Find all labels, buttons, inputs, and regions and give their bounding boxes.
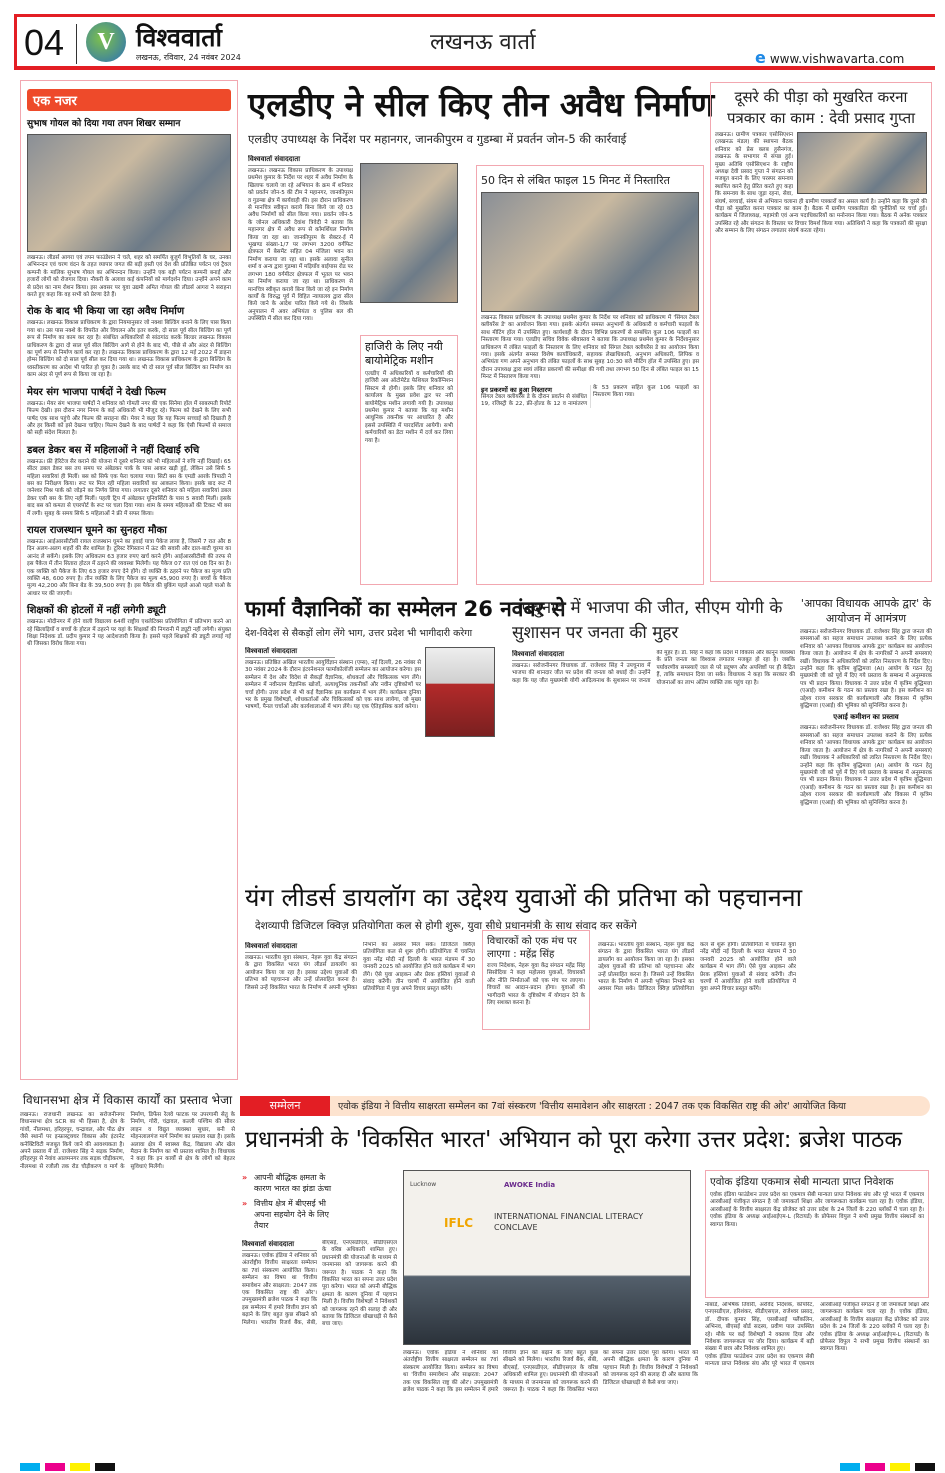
sebi-box (705, 1170, 929, 1298)
meeting-photo (481, 192, 699, 312)
conclave-text: एवोक इंडिया फाउंडेशन उत्तर प्रदेश का एकमात्र सेबी मान्यता प्राप्त निवेशक संघ और पूरे भारत में एकमात्र आरबीआई पंजीकृत संगठन है जो जमाकर्ता शिक्षा और जागरूकता कार्यक्रम चला रहा है। एवोक इंडिया, आरबीआई के वित्तीय साक्षरता केंद्र प्रोजेक्ट को उत्तर प्रदेश के 24 जिलों के 220 ब्लॉकों में चला रहा है। एवोक इंडिया के अध्यक्ष आईआईएम-L (रिटायर्ड) के प्रोफेसर विपुल ने सभी प्रमुख वित्तीय संस्थानों का स्वागत किया। (705, 1302, 929, 1368)
award-photo (27, 134, 231, 252)
pharma-subheadline: देश-विदेश से सैकड़ों लोग लेंगे भाग, उत्तर प्रदेश भी भागीदारी करेगा (245, 628, 473, 639)
sealed-building-photo (360, 163, 458, 303)
youth-headline: यंग लीडर्स डायलॉग का उद्देश्य युवाओं की प्रतिभा को पहचानना (245, 883, 803, 912)
story-text: लखनऊ। लीडर्स आगरा एवं तपन फाउंडेशन ने चले, शहर को समर्पित बुजुर्ग विभूतियों के घर, उनका अभिनन्दन एवं चरण वंदन के तहत व्यापार जगत की बड़ी हस्ती एवं देश की प्रतिष्ठित पर्यटन एवं ट्रैवल कम्पनी के मालिक सुभाष गोयल का अभिनन्दन किया। उन्होंने एक बड़ी पर्यटन कम्पनी बनाई और हजारों लोगों को रोजगार दिया। नौकरी के अलावा कई कंपनियों को मार्गदर्शन दिया। उन्होंने अपने काम से प्रदेश का नाम रोशन किया। इस अवसर पर युवा उद्यमी अमित गोयल की लीडर्स आगरा ने सराहना करते हुए कहा कि वह सभी को प्रेरणा देते हैं। (27, 255, 231, 299)
conclave-headline: प्रधानमंत्री के 'विकसित भारत' अभियान को पूरा करेगा उत्तर प्रदेश: ब्रजेश पाठक (245, 1127, 903, 1153)
browser-icon: e (755, 48, 766, 67)
story-headline: मेयर संग भाजपा पार्षदों ने देखी फिल्म (27, 386, 167, 398)
brand-name: विश्ववार्ता (136, 23, 223, 52)
box-text: राज्य निदेशक, नेहरू युवा केंद्र संगठन महेंद्र सिंह सिसोदिया ने कहा महोत्सव युवाओं, विचारकों और नीति निर्माताओं को एक मंच पर लाएगा। विचारों का आदान-प्रदान होगा। युवाओं की भागीदारी भारत के दृष्टिकोण में योगदान देने के लिए सशक्त करना है। (487, 963, 585, 1007)
kicker-bar (240, 1096, 930, 1116)
story-text: लखनऊ। फ्री हेरिटेज सैर कराने की योजना में दूसरे शनिवार को भी महिलाओं ने रुचि नहीं दिखाई। 65 सीटर डबल डेकर बस तय समय पर अंबेडकर पार्क के पास आकर खड़ी हुई, लेकिन उसे सिर्फ 5 महिला सवारियां ही मिलीं। बस को सिर्फ एक फेरा चलाया गया। सिटी बस के एमडी आरके त्रिपाठी ने बस का निरीक्षण किया। रूट पर मिल रही महिला सवारियों का आकलन किया। इसके बाद रूट में जनेश्वर मिश्र पार्क को जोड़ने का निर्णय लिया गया। लगातार दूसरे शनिवार को महिला सवारियां डबल डेकर एसी बस के लिए नहीं मिलीं। पहली ट्रिप में अंबेडकर यूनिवर्सिटी के पास 5 सवारी मिलीं। इसके बाद बस को कमता से एयरपोर्ट के रूट पर चला दिया गया। शाम के समय महिलाओं की टिकट भी बस में लगी। सुबह के समय सिर्फ 5 महिलाओं ने फ्री में सफर किया। (27, 458, 231, 517)
box-headline: हाजिरी के लिए नयी बायोमेट्रिक मशीन (365, 340, 443, 367)
lead-text: लखनऊ। लखनऊ विकास प्राधिकरण के उपाध्यक्ष प्रथमेश कुमार के निर्देश पर शहर में अवैध निर्माण के खिलाफ चलाये जा रहे अभियान के क्रम में शनिवार को प्रवर्तन जोन-5 की टीम ने महानगर, जानकीपुरम व गुडम्बा क्षेत्र में कार्यवाही की। इस दौरान प्राधिकरण से मानचित्र स्वीकृत कराये बिना किये जा रहे 03 अवैध निर्माणों को सील किया गया। प्रवर्तन जोन-5 के जोनल अधिकारी देवांश त्रिवेदी ने बताया कि महानगर क्षेत्र में अवैध रूप से कॉमर्शियल निर्माण किया जा रहा था। जानकीपुरम के सेक्टर-ई में भूखण्ड संख्या-1/7 पर लगभग 3200 वर्गफिट क्षेत्रफल में बेसमेंट सहित 04 मंजिला भवन का निर्माण कराया जा रहा था। इसके अलावा सुनील शर्मा व अन्य द्वारा गुडम्बा में मड़ियाँव बाईपास रोड पर लगभग 180 वर्गमीटर क्षेत्रफल में भूतल पर भवन का निर्माण कराया जा रहा था। प्राधिकरण से मानचित्र स्वीकृत कराये बिना किये जा रहे इन निर्माण कार्यों के विरुद्ध पूर्व में विहित न्यायालय द्वारा सील किये जाने के आदेश पारित किये गये थे। जिसके अनुपालन में अवर अभियंता व पुलिस बल की उपस्थिति में सील कर दिया गया। (248, 168, 353, 323)
story-headline: दूसरे की पीड़ा को मुखरित करना पत्रकार का काम : देवी प्रसाद गुप्ता (727, 88, 915, 127)
color-swatch (20, 1463, 40, 1471)
section-tag: सम्मेलन (240, 1096, 330, 1116)
color-swatch (865, 1463, 885, 1471)
highlight-item: » आपनी बौद्धिक क्षमता के कारण भारत का झंडा ऊंचा (242, 1173, 332, 1193)
story-headline: डबल डेकर बस में महिलाओं ने नहीं दिखाई रुचि (27, 444, 200, 456)
box-subheadline: इन प्रकरणों का हुआ निस्तारण (481, 385, 552, 394)
bypoll-column (512, 650, 795, 860)
story-text: लखनऊ। लखनऊ विकास प्राधिकरण के द्वारा नियमानुसार जो नक्शा बिल्डिंग बनाने के लिए पास किया गया था। उस पास नक्शे के विपरीत और विचलन और इतर करके, दो साल पूर्व सील बिल्डिंग का पूर्ण रूप से निर्माण का काम कर रहा है। संबंधित अधिकारियों से सांठगांठ करके बिल्डर लखनऊ विकास प्राधिकरण के द्वारा दो साल पूर्व सील बिल्डिंग आगे से होने के बाद भी, पीछे से और अंदर से बिल्डिंग का पूर्ण रूप से निर्माण कार्य कर रहा है। लखनऊ विकास प्राधिकरण के द्वारा 12 मई 2022 में डाइना होम्स बिल्डिंग को दो साल पूर्व सील कर दिया गया था। लखनऊ विकास प्राधिकरण के द्वारा बिल्डिंग के ध्वस्तीकरण का आदेश भी पारित हो चुका है। उसके बाद भी दो साल पूर्व सील बिल्डिंग का निर्माण का काम अंदर से पूर्ण रूप से किया जा रहा है। (27, 320, 231, 379)
story-text: लखनऊ। राजधानी लखनऊ का सरोजनीनगर विधानसभा क्षेत्र SCR का भी हिस्सा है, क्षेत्र के गांवों, नीलमथा, हरिहरपुर, चन्द्रावल, और पीठ क्षेत्र जैसे स्थानों पर इन्फ्रास्ट्रक्चर विकास और इंटरनेट कनेक्टिविटी मजबूत किये जाने की आवश्यकता है। अपने प्रस्ताव में डॉ. राजेश्वर सिंह ने सड़क निर्माण, हरिहरपुर से नेवांव आलमनगर तक सड़क चौड़ीकरण, नीलमथा से रजौली तक रोड चौड़ीकरण व मार्ग के निर्माण, डिफेंस रेलवे फाटक पर उपरगामी सेतु के निर्माण, गोरी, चंद्रावल, कल्ली पश्चिम की सीवर लाइन व विद्युत व्यवस्था सुधार, बनी से मोहनलालगंज मार्ग निर्माण का प्रस्ताव रखा है। इसके अलावा क्षेत्र में स्वास्थ्य केंद्र, विद्यालय और खेल मैदान के निर्माण का भी प्रस्ताव शामिल है। विधायक ने कहा कि इन कार्यों से क्षेत्र के लोगों को बेहतर सुविधाएं मिलेंगी। (20, 1112, 235, 1170)
youth-text: लखनऊ। भारतीय युवा संस्थान, नेहरू युवा केंद्र संगठन के द्वारा विकसित भारत यंग लीडर्स डायलॉग का आयोजन किया जा रहा है। इसका उद्देश्य युवाओं की प्रतिभा को पहचानना और उन्हें प्रोत्साहित करना है। जिससे उन्हें विकसित भारत के निर्माण में अपनी भूमिका निभाने का अवसर मिल सके। डिजिटल क्विज़ प्रतियोगिता कल से शुरू होगी। प्रतियोगिता में चयनित युवा नरेंद्र मोदी नई दिल्ली के भारत मंडपम में 30 जनवरी 2025 को आयोजित होने वाले कार्यक्रम में भाग लेंगे। ऐसे युवा आइकन और प्रेरक हस्तियां युवाओं से संवाद करेंगी। तीन चरणों में आयोजित होने वाली प्रतियोगिता में युवा अपने विचार प्रस्तुत करेंगे। (598, 942, 796, 993)
conclave-column (242, 1240, 397, 1462)
box-text: सिंगल टेबल क्लीयरेंस डे के दौरान प्रवर्तन से संबंधित 19, रजिस्ट्री के 22, फ्री-होल्ड के 12 व नामांतरण के 53 प्रकरण सहित कुल 106 फाइलों का निस्तारण किया गया। (481, 384, 699, 408)
box-text: लखनऊ विकास प्राधिकरण के उपाध्यक्ष प्रथमेश कुमार के निर्देश पर शनिवार को प्राधिकरण में 'सिंगल टेबल क्लीयरेंस डे' का आयोजन किया गया। इसके अंतर्गत समस्त अनुभागों के अधिकारी व कर्मचारी फाइलों के साथ मीटिंग हॉल में उपस्थित हुए। कार्यशाही के दौरान विभिन्न प्रकरणों से सम्बंधित कुल 106 फाइलों का निस्तारण किया गया। एलडीए सचिव विवेक श्रीवास्तव ने बताया कि उपाध्यक्ष प्रथमेश कुमार के निर्देशानुसार प्राधिकरण में लंबित फाइलों के निस्तारण के लिए शनिवार को सिंगल टेबल क्लीयरेंस डे का आयोजन किया गया। इसके अंतर्गत समस्त विशेष कार्याधिकारी, सहायक लेखाधिकारी, अनुभाग अधिकारी, लिपिक व अभियंता गण अपने अनुभाग की लंबित फाइलों के साथ सुबह 10:30 बजे मीटिंग हॉल में उपस्थित हुए। इस दौरान उपाध्यक्ष द्वारा स्वयं लंबित प्रकरणों की समीक्षा की गयी तथा लगभग 50 दिन से लंबित फाइल का 15 मिनट में निस्तारण किया गया। (481, 315, 699, 381)
youth-column-2 (598, 942, 796, 1080)
conclave-column-2 (403, 1350, 698, 1462)
box-headline: विचारकों को एक मंच पर लाएगा : महेंद्र सिंह (487, 936, 577, 960)
color-swatch (890, 1463, 910, 1471)
story-headline: रायल राजस्थान घूमने का सुनहरा मौका (27, 524, 167, 536)
pharma-text: लखनऊ। प्रतिष्ठित अखिल भारतीय आयुर्विज्ञान संस्थान (एम्स), नई दिल्ली, 26 नवंबर से 30 नवंबर 2024 के दौरान इंटरनेशनल फार्माकोलॉजी सम्मेलन का आयोजन करेगा। इस सम्मेलन में देश और विदेश से सैकड़ों वैज्ञानिक, शोधकर्ता और चिकित्सक भाग लेंगे। सम्मेलन में नवीनतम वैज्ञानिक खोजों, अत्याधुनिक तकनीकों और नवीन दृष्टिकोणों पर चर्चा होगी। उत्तर प्रदेश से भी कई वैज्ञानिक इस कार्यक्रम में भाग लेंगे। कार्यक्रम दुनिया भर के प्रमुख विशेषज्ञों, शोधकर्ताओं और चिकित्सकों को एक साथ लायेगा, जो मुख्य भाषणों, पैनल चर्चाओं और कार्यशालाओं में भाग लेंगे। यह एक ऐतिहासिक कार्य करेगा। (245, 660, 421, 711)
website-url[interactable]: www.vishwavarta.com (769, 52, 905, 66)
box-headline: 50 दिन से लंबित फाइल 15 मिनट में निस्तारित (481, 174, 670, 187)
dateline: लखनऊ, रविवार, 24 नवंबर 2024 (136, 53, 241, 62)
lead-subheadline: एलडीए उपाध्यक्ष के निर्देश पर महानगर, जानकीपुरम व गुडम्बा में प्रवर्तन जोन-5 की कार्रवाई (248, 132, 627, 146)
byline: विश्ववार्ता संवाददाता (245, 647, 335, 658)
story-text: लखनऊ। ग्रामीण पत्रकार एसोसिएशन (लखनऊ मंडल) की स्थापना बैठक शनिवार को प्रेस क्लब हुसैनगंज, लखनऊ के सभागार में संपन्न हुई। मुख्य अतिथि एसोसिएशन के राष्ट्रीय अध्यक्ष देवी प्रसाद गुप्ता ने संगठन को मजबूत बनाने के लिए परस्पर समन्वय स्थापित करने हेतु प्रेरित करते हुए कहा कि समन्वय के साथ जुड़ा रहना, सेवा, संघर्ष, सच्चाई, संयम से अभियान चलाना ही ग्रामीण पत्रकारों का असल कार्य है। उन्होंने कहा कि दूसरे की पीड़ा को मुखरित करना पत्रकार का काम है। बैठक में ग्रामीण पत्रकारिता की चुनौतियों पर चर्चा हुई। कार्यक्रम में जिलाध्यक्ष, महामंत्री एवं अन्य पदाधिकारियों का मनोनयन किया गया। बैठक में अनेक पत्रकार उपस्थित रहे और संगठन के विस्तार पर विचार विमर्श किया गया। अतिथियों ने कहा कि पत्रकारों की सुरक्षा और सम्मान के लिए संगठन लगातार संघर्ष करता रहेगा। (715, 132, 927, 235)
pharma-column (245, 647, 495, 862)
youth-column (245, 942, 475, 1080)
youth-text: लखनऊ। भारतीय युवा संस्थान, नेहरू युवा केंद्र संगठन के द्वारा विकसित भारत यंग लीडर्स डायलॉग का आयोजन किया जा रहा है। इसका उद्देश्य युवाओं की प्रतिभा को पहचानना और उन्हें प्रोत्साहित करना है। जिससे उन्हें विकसित भारत के निर्माण में अपनी भूमिका निभाने का अवसर मिल सके। डिजिटल क्विज़ प्रतियोगिता कल से शुरू होगी। प्रतियोगिता में चयनित युवा नरेंद्र मोदी नई दिल्ली के भारत मंडपम में 30 जनवरी 2025 को आयोजित होने वाले कार्यक्रम में भाग लेंगे। ऐसे युवा आइकन और प्रेरक हस्तियां युवाओं से संवाद करेंगी। तीन चरणों में आयोजित होने वाली प्रतियोगिता में युवा अपने विचार प्रस्तुत करेंगे। (245, 942, 475, 993)
lead-headline: एलडीए ने सील किए तीन अवैध निर्माण (248, 85, 715, 124)
mla-subheadline: एआई कमीशन का प्रस्ताव (833, 713, 899, 722)
journalist-story (710, 82, 932, 582)
box-text: एलडीए में अधिकारियों व कर्मचारियों की हाजिरी अब ऑटोमेटेड फेशियल रिकॉग्निशन सिस्टम से होगी। इसके लिए शनिवार को कार्यालय के मुख्य प्रवेश द्वार पर नयी बायोमेट्रिक मशीन लगायी गयी है। उपाध्यक्ष प्रथमेश कुमार ने बताया कि यह मशीन आधुनिक तकनीक पर आधारित है और इससे उपस्थिति में पारदर्शिता आयेगी। सभी कर्मचारियों का डेटा मशीन में दर्ज कर लिया गया है। (365, 371, 453, 444)
left-column (20, 80, 238, 1080)
brand-logo: V (86, 22, 126, 62)
conclave-photo: Lucknow AWOKE India IFLC INTERNATIONAL FINANCIAL LITERACY CONCLAVE (403, 1170, 691, 1345)
story-headline: रोक के बाद भी किया जा रहा अवैध निर्माण (27, 306, 185, 318)
pending-files-box (476, 165, 704, 585)
story-text: लखनऊ। मेयर संग भाजपा पार्षदों ने शनिवार को गोमती नगर की एक सिनेमा हॉल में साबरमती रिपोर्ट फिल्म देखी। इस दौरान नगर निगम के कई अधिकारी भी मौजूद रहे। फिल्म को देखने के लिए सभी पार्षद एक साथ पहुंचे और फिल्म की सराहना की। मेयर ने कहा कि यह फिल्म सच्चाई को दिखाती है और हर किसी को इसे देखना चाहिए। फिल्म देखने के बाद पार्षदों ने कहा कि ऐसी फिल्मों से समाज को सही संदेश मिलता है। (27, 400, 231, 437)
conclave-text: लखनऊ। एवोक इंडिया ने शनिवार को अंतर्राष्ट्रीय वित्तीय साक्षरता सम्मेलन का 7वां संस्करण आयोजित किया। सम्मेलन का विषय था 'वित्तीय समावेशन और साक्षरता: 2047 तक एक विकसित राष्ट्र की ओर'। उपमुख्यमंत्री ब्रजेश पाठक ने कहा कि इस सम्मेलन में हमारे वित्तीय ज्ञान को बढ़ाने के लिए बहुत कुछ सीखने को मिलेगा। भारतीय रिजर्व बैंक, सेबी, बीएसई, एनएसडीएल, सीडीएसएल के वरिष्ठ अधिकारी शामिल हुए। प्रधानमंत्री की योजनाओं के माध्यम से जनमानस को जागरूक करने की जरूरत है। पाठक ने कहा कि विकसित भारत का सपना उत्तर प्रदेश पूरा करेगा। भारत को अपनी बौद्धिक क्षमता के कारण दुनिया में पहचान मिली है। वित्तीय विशेषज्ञों ने निवेशकों को जागरूक रहने की सलाह दी और बताया कि डिजिटल धोखाधड़ी से कैसे बचा जाए। (242, 1240, 397, 1328)
color-swatch (70, 1463, 90, 1471)
speaker-photo (797, 132, 927, 194)
website-link[interactable] (755, 48, 904, 67)
color-swatch (915, 1463, 935, 1471)
conclave-text: लखनऊ। एवोक इंडिया ने शनिवार को अंतर्राष्ट्रीय वित्तीय साक्षरता सम्मेलन का 7वां संस्करण आयोजित किया। सम्मेलन का विषय था 'वित्तीय समावेशन और साक्षरता: 2047 तक एक विकसित राष्ट्र की ओर'। उपमुख्यमंत्री ब्रजेश पाठक ने कहा कि इस सम्मेलन में हमारे वित्तीय ज्ञान को बढ़ाने के लिए बहुत कुछ सीखने को मिलेगा। भारतीय रिजर्व बैंक, सेबी, बीएसई, एनएसडीएल, सीडीएसएल के वरिष्ठ अधिकारी शामिल हुए। प्रधानमंत्री की योजनाओं के माध्यम से जनमानस को जागरूक करने की जरूरत है। पाठक ने कहा कि विकसित भारत का सपना उत्तर प्रदेश पूरा करेगा। भारत को अपनी बौद्धिक क्षमता के कारण दुनिया में पहचान मिली है। वित्तीय विशेषज्ञों ने निवेशकों को जागरूक रहने की सलाह दी और बताया कि डिजिटल धोखाधड़ी से कैसे बचा जाए। (403, 1350, 698, 1394)
bottom-left-column (20, 1092, 235, 1462)
chevron-icon: » (242, 1173, 248, 1182)
highlight-item: » वित्तीय क्षेत्र में बीएसई भी अपना सहयोग देने के लिए तैयार (242, 1199, 329, 1230)
ek-nazar-tag: एक नजर (27, 89, 231, 111)
divider (76, 24, 77, 64)
kicker-text: एवोक इंडिया ने वित्तीय साक्षरता सम्मेलन का 7वां संस्करण 'वित्तीय समावेशन और साक्षरता : 2047 तक एक विकसित राष्ट्र की ओर' आयोजित किया (338, 1101, 846, 1112)
story-headline: सुभाष गोयल को दिया गया तपन शिखर सम्मान (27, 119, 181, 129)
color-swatch (840, 1463, 860, 1471)
highlights (242, 1172, 334, 1231)
color-swatch (95, 1463, 115, 1471)
speaker-portrait (425, 647, 495, 737)
mla-text: लखनऊ। सरोजनीनगर विधायक डॉ. राजेश्वर सिंह द्वारा जनता की समस्याओं का सहज समाधान उपलब्ध कराने के लिए प्रत्येक शनिवार को 'आपका विधायक आपके द्वार' कार्यक्रम का आयोजन किया जाता है। आयोजन में क्षेत्र के नागरिकों ने अपनी समस्याएं रखीं। विधायक ने अधिकारियों को त्वरित निस्तारण के निर्देश दिए। उन्होंने कहा कि कृत्रिम बुद्धिमत्ता (AI) आयोग के गठन हेतु मुख्यमंत्री जी को पूर्व में दिए गये प्रस्ताव के सम्बन्ध में अनुस्मारक पत्र भी प्रदान किया। विधायक ने उत्तर प्रदेश में कृत्रिम बुद्धिमत्ता (एआई) कमीशन के गठन का प्रस्ताव रखा है। इस कमीशन का उद्देश्य राज्य सरकार की कार्यप्रणाली और विकास में कृत्रिम बुद्धिमत्ता (एआई) की भूमिका को सुनिश्चित करना है। (800, 629, 932, 710)
box-text: एवोक इंडिया फाउंडेशन उत्तर प्रदेश का एकमात्र सेबी मान्यता प्राप्त निवेशक संघ और पूरे भारत में एकमात्र आरबीआई पंजीकृत संगठन है जो जमाकर्ता शिक्षा और जागरूकता कार्यक्रम चला रहा है। एवोक इंडिया, आरबीआई के वित्तीय साक्षरता केंद्र प्रोजेक्ट को उत्तर प्रदेश के 24 जिलों के 220 ब्लॉकों में चला रहा है। एवोक इंडिया के अध्यक्ष आईआईएम-L (रिटायर्ड) के प्रोफेसर विपुल ने सभी प्रमुख वित्तीय संस्थानों का स्वागत किया। (710, 1192, 924, 1228)
bypoll-headline: उपचुनाव में भाजपा की जीत, सीएम योगी के सुशासन पर जनता की मुहर (512, 598, 783, 643)
color-swatch (45, 1463, 65, 1471)
byline: विश्ववार्ता संवाददाता (245, 942, 357, 953)
story-text: लखनऊ। मोदीनगर में होने वाली विद्यालय 64वीं राष्ट्रीय एथलेटिक्स प्रतियोगिता में प्रतिभाग करने आ रहे खिलाड़ियों व बच्चों के होटल में ठहरने पर यहां के शिक्षकों की निगरानी में ड्यूटी नहीं लगेगी। संयुक्त शिक्षा निदेशक डॉ. प्रदीप कुमार ने यह आदेशजारी किया है। इससे पहले शिक्षकों की ड्यूटी लगाई गई थी जिसका विरोध किया गया। (27, 619, 231, 648)
lead-column (248, 155, 353, 585)
section-title: लखनऊ वार्ता (430, 30, 536, 55)
story-headline: शिक्षकों की होटलों में नहीं लगेगी ड्यूटी (27, 605, 166, 617)
mla-column (800, 596, 932, 1080)
box-headline: एवोक इंडिया एकमात्र सेबी मान्यता प्राप्त निवेशक (710, 1176, 894, 1188)
conclave-column-3 (705, 1302, 929, 1462)
story-headline: विधानसभा क्षेत्र में विकास कार्यों का प्रस्ताव भेजा (22, 1093, 233, 1107)
chevron-icon: » (242, 1199, 248, 1208)
pharma-headline: फार्मा वैज्ञानिकों का सम्मेलन 26 नवंबर से (245, 597, 566, 621)
page-number: 04 (24, 22, 65, 63)
youth-subheadline: देशव्यापी डिजिटल क्विज़ प्रतियोगिता कल से होगी शुरू, युवा सीधे प्रधानमंत्री के साथ संवाद कर सकेंगे (255, 920, 637, 932)
story-text: लखनऊ। आईआरसीटीसी रायल राजस्थान घूमने का हवाई यात्रा पैकेज लाया है, जिसमें 7 रात और 8 दिन अलग-अलग शहरों की सैर शामिल है। टूरिस्ट रेगिस्तान में ऊंट की सवारी और दाल-बाटी चूरमा का आनंद ले सकेंगे। इसके लिए अधिकतम 63 हजार रुपए खर्च करने होंगे। आईआरसीटीसी की तरफ से इस पैकेज में तीन सितारा होटल में ठहरने की व्यवस्था मिलेगी। यह पैकेज 07 रात एवं 08 दिन का है। एक व्यक्ति को पैकेज के लिए 63 हजार रुपए देने होंगे। दो व्यक्ति के ठहरने पर पैकेज का मूल्य प्रति व्यक्ति 48, 600 रुपए है। तीन व्यक्ति के लिए पैकेज का मूल्य 45,900 रुपए है। बच्चों के पैकेज मूल्य 42,200 और बिना बेड के 39,500 रुपए है। इस पैकेज की बुकिंग पहले आओ पहले पाओ के आधार पर की जाएगी। (27, 538, 231, 597)
byline: विश्ववार्ता संवाददाता (242, 1240, 317, 1251)
mla-text: लखनऊ। सरोजनीनगर विधायक डॉ. राजेश्वर सिंह द्वारा जनता की समस्याओं का सहज समाधान उपलब्ध कराने के लिए प्रत्येक शनिवार को 'आपका विधायक आपके द्वार' कार्यक्रम का आयोजन किया जाता है। आयोजन में क्षेत्र के नागरिकों ने अपनी समस्याएं रखीं। विधायक ने अधिकारियों को त्वरित निस्तारण के निर्देश दिए। उन्होंने कहा कि कृत्रिम बुद्धिमत्ता (AI) आयोग के गठन हेतु मुख्यमंत्री जी को पूर्व में दिए गये प्रस्ताव के सम्बन्ध में अनुस्मारक पत्र भी प्रदान किया। विधायक ने उत्तर प्रदेश में कृत्रिम बुद्धिमत्ता (एआई) कमीशन के गठन का प्रस्ताव रखा है। इस कमीशन का उद्देश्य राज्य सरकार की कार्यप्रणाली और विकास में कृत्रिम बुद्धिमत्ता (एआई) की भूमिका को सुनिश्चित करना है। (800, 725, 932, 806)
conclave-text: नाबार्ड, अभिषेक तिवारी, अरविंद निदेशक, कॉर्पोरेट, एनएसडीएल, हरिशंकर, सीडीएसएल, राजेश्वर प्रसाद, डॉ. दीपक कुमार सिंह, एसबीआई फ्लैंकलिन, अभिनव, बीएसई बोर्ड सदस्य, प्रवीण पाल उपस्थित रहे। मौके पर कई विशेषज्ञों ने वक्तव्य दिया और निवेशक जागरूकता पर जोर दिया। कार्यक्रम में बड़ी संख्या में छात्र और निवेशक शामिल हुए। (705, 1302, 814, 1353)
bypoll-text: लखनऊ। सरोजनीनगर विधायक डॉ. राजेश्वर सिंह ने उपचुनाव में भाजपा की शानदार जीत पर प्रदेश की जनता को बधाई दी। उन्होंने कहा कि यह जीत मुख्यमंत्री योगी आदित्यनाथ के सुशासन पर जनता की मुहर है। डॉ. सिंह ने कहा कि प्रदेश में विकास और कानून व्यवस्था के प्रति जनता का विश्वास लगातार मजबूत हो रहा है। जबकि पर्यावरणीय समस्याएँ जल से परे प्रदूषण और अपशिष्टों पर ही केंद्रित हैं, ताकि समाधान दिया जा सके। विधायक ने कहा कि सरकार की योजनाओं का लाभ अंतिम व्यक्ति तक पहुंच रहा है। (512, 650, 795, 686)
youth-quote-box (482, 930, 590, 1030)
mla-headline: 'आपका विधायक आपके द्वार' के आयोजन में आमंत्रण (800, 597, 932, 625)
byline: विश्ववार्ता संवाददाता (512, 650, 651, 661)
biometric-box (360, 335, 458, 585)
byline: विश्ववार्ता संवाददाता (248, 155, 353, 166)
